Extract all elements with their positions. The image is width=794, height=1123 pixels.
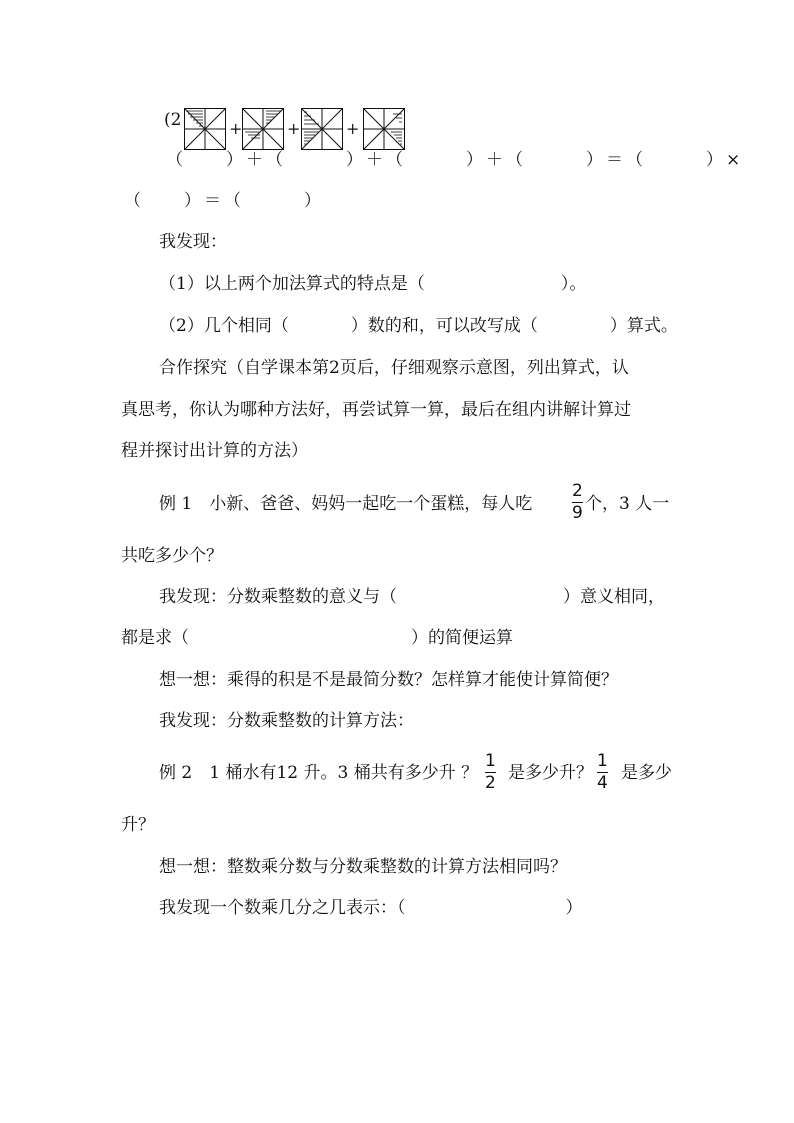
figure-paren-label: (2 — [164, 110, 182, 130]
example-1-line-2: 共吃多少个？ — [121, 546, 223, 566]
example-2-line-2: 升？ — [121, 815, 155, 835]
discover-2-line-2-part-b: ）的简便运算 — [411, 628, 513, 648]
discover-heading: 我发现： — [159, 232, 227, 252]
example-2-fraction-1 — [485, 752, 496, 793]
example-1-prefix: 例 1 小新、爸爸、妈妈一起吃一个蛋糕，每人吃 — [159, 494, 533, 514]
discover-2-line-2-part-a: 都是求（ — [121, 628, 189, 648]
example-1-fraction — [572, 482, 583, 523]
fraction-numerator: 1 — [597, 751, 608, 771]
discover-2-line-1 — [159, 587, 665, 607]
discover-2-line-1-part-b: ）意义相同， — [563, 587, 665, 607]
example-1-suffix: 个，3 人一 — [585, 494, 670, 514]
discover-4-part-a: 我发现一个数乘几分之几表示：（ — [159, 898, 406, 918]
fraction-denominator: 2 — [485, 773, 496, 793]
fraction-grid-figure-3 — [301, 108, 343, 150]
cooperate-line-3: 程并探讨出计算的方法） — [121, 441, 308, 461]
plus-sign-1: + — [229, 119, 243, 138]
fraction-numerator: 1 — [485, 751, 496, 771]
fraction-denominator: 9 — [572, 503, 583, 523]
fraction-grid-figure-4 — [363, 108, 405, 150]
fraction-grid-figure-1 — [184, 108, 226, 150]
example-2-fraction-2 — [597, 752, 608, 793]
fraction-denominator: 4 — [597, 773, 608, 793]
plus-sign-2: + — [287, 119, 301, 138]
think-1: 想一想：乘得的积是不是最简分数？怎样算才能使计算简便？ — [159, 670, 618, 690]
equation-line-2: （ ）＝（ ） — [124, 191, 324, 211]
discover-item-2 — [159, 316, 678, 336]
plus-sign-3: + — [346, 119, 360, 138]
cooperate-line-2: 真思考，你认为哪种方法好，再尝试算一算，最后在组内讲解计算过 — [121, 400, 631, 420]
fraction-numerator: 2 — [572, 481, 583, 501]
discover-2-line-2 — [121, 628, 513, 648]
discover-3: 我发现：分数乘整数的计算方法： — [159, 711, 414, 731]
example-2-prefix: 例 2 1 桶水有12 升。3 桶共有多少升 ？ — [159, 763, 479, 783]
cooperate-line-1: 合作探究（自学课本第2页后，仔细观察示意图，列出算式，认 — [159, 358, 629, 378]
discover-item-1: （1）以上两个加法算式的特点是（ ）。 — [159, 274, 587, 294]
discover-item-2-part-b: ）数的和，可以改写成（ — [350, 316, 538, 336]
discover-item-2-part-c: ）算式。 — [609, 316, 678, 336]
example-2-suffix: 是多少 — [621, 763, 672, 783]
fraction-grid-figure-2 — [242, 108, 284, 150]
discover-2-line-1-part-a: 我发现：分数乘整数的意义与（ — [159, 587, 397, 607]
equation-line-1: （ ）＋（ ）＋（ ）＋（ ）＝（ ）× — [166, 150, 744, 170]
example-2-mid: 是多少升？ — [508, 763, 593, 783]
discover-4 — [159, 898, 583, 918]
discover-4-part-b: ） — [565, 898, 583, 918]
think-2: 想一想：整数乘分数与分数乘整数的计算方法相同吗？ — [159, 857, 567, 877]
discover-item-2-part-a: （2）几个相同（ — [159, 316, 289, 336]
